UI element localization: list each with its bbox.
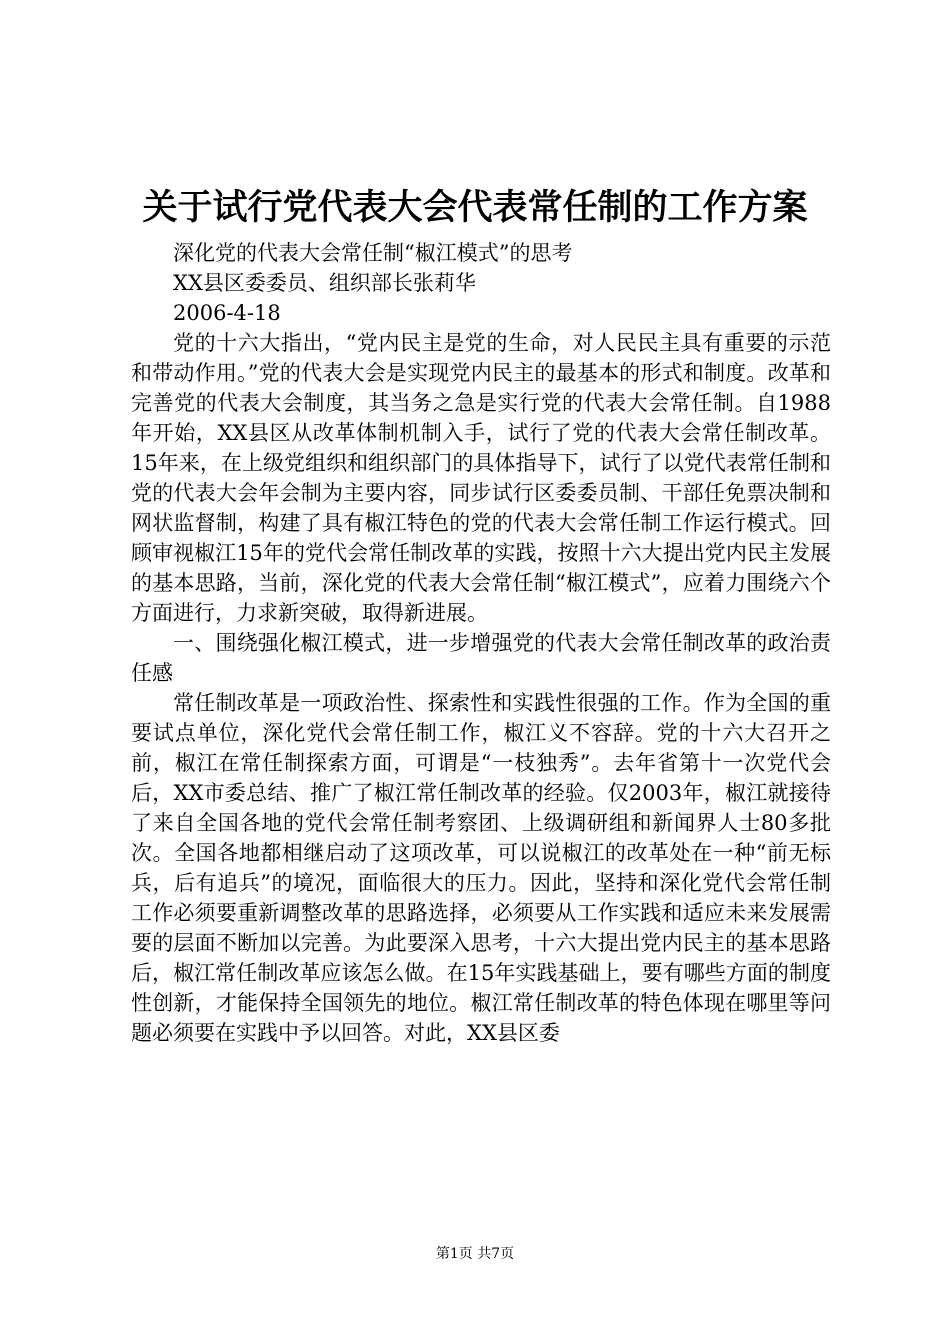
document-author: XX县区委委员、组织部长张莉华 [173, 271, 476, 295]
paragraph: 常任制改革是一项政治性、探索性和实践性很强的工作。作为全国的重要试点单位，深化党代会常任制工作，椒江义不容辞。党的十六大召开之前，椒江在常任制探索方面，可谓是“一枝独秀”。去年省第十一次党代会后，XX市委总结、推广了椒江常任制改革的经验。仅2003年，椒江就接待了来自全国各地的党代会常任制考察团、上级调研组和新闻界人士80多批次。全国各地都相继启动了这项改革，可以说椒江的改革处在一种“前无标兵，后有追兵”的境况，面临很大的压力。因此，坚持和深化党代会常任制工作必须要重新调整改革的思路选择，必须要从工作实践和适应未来发展需要的层面不断加以完善。为此要深入思考，十六大提出党内民主的基本思路后，椒江常任制改革应该怎么做。在15年实践基础上，要有哪些方面的制度性创新，才能保持全国领先的地位。椒江常任制改革的特色体现在哪里等问题必须要在实践中予以回答。对此，XX县区委 [131, 691, 831, 1045]
paragraph: 党的十六大指出，“党内民主是党的生命，对人民民主具有重要的示范和带动作用。”党的代表大会是实现党内民主的最基本的形式和制度。改革和完善党的代表大会制度，其当务之急是实行党的代表大会常任制。自1988年开始，XX县区从改革体制机制入手，试行了党的代表大会常任制改革。15年来，在上级党组织和组织部门的具体指导下，试行了以党代表常任制和党的代表大会年会制为主要内容，同步试行区委委员制、干部任免票决制和网状监督制，构建了具有椒江特色的党的代表大会常任制工作运行模式。回顾审视椒江15年的党代会常任制改革的实践，按照十六大提出党内民主发展的基本思路，当前，深化党的代表大会常任制“椒江模式”，应着力围绕六个方面进行，力求新突破，取得新进展。 [131, 331, 831, 625]
page-footer: 第1页 共7页 [435, 1246, 515, 1262]
document-title: 关于试行党代表大会代表常任制的工作方案 [142, 188, 808, 228]
document-body [131, 238, 831, 1048]
section-heading: 一、围绕强化椒江模式，进一步增强党的代表大会常任制改革的政治责任感 [131, 631, 831, 685]
document-date: 2006-4-18 [173, 301, 281, 325]
document-subtitle: 深化党的代表大会常任制“椒江模式”的思考 [173, 241, 573, 265]
